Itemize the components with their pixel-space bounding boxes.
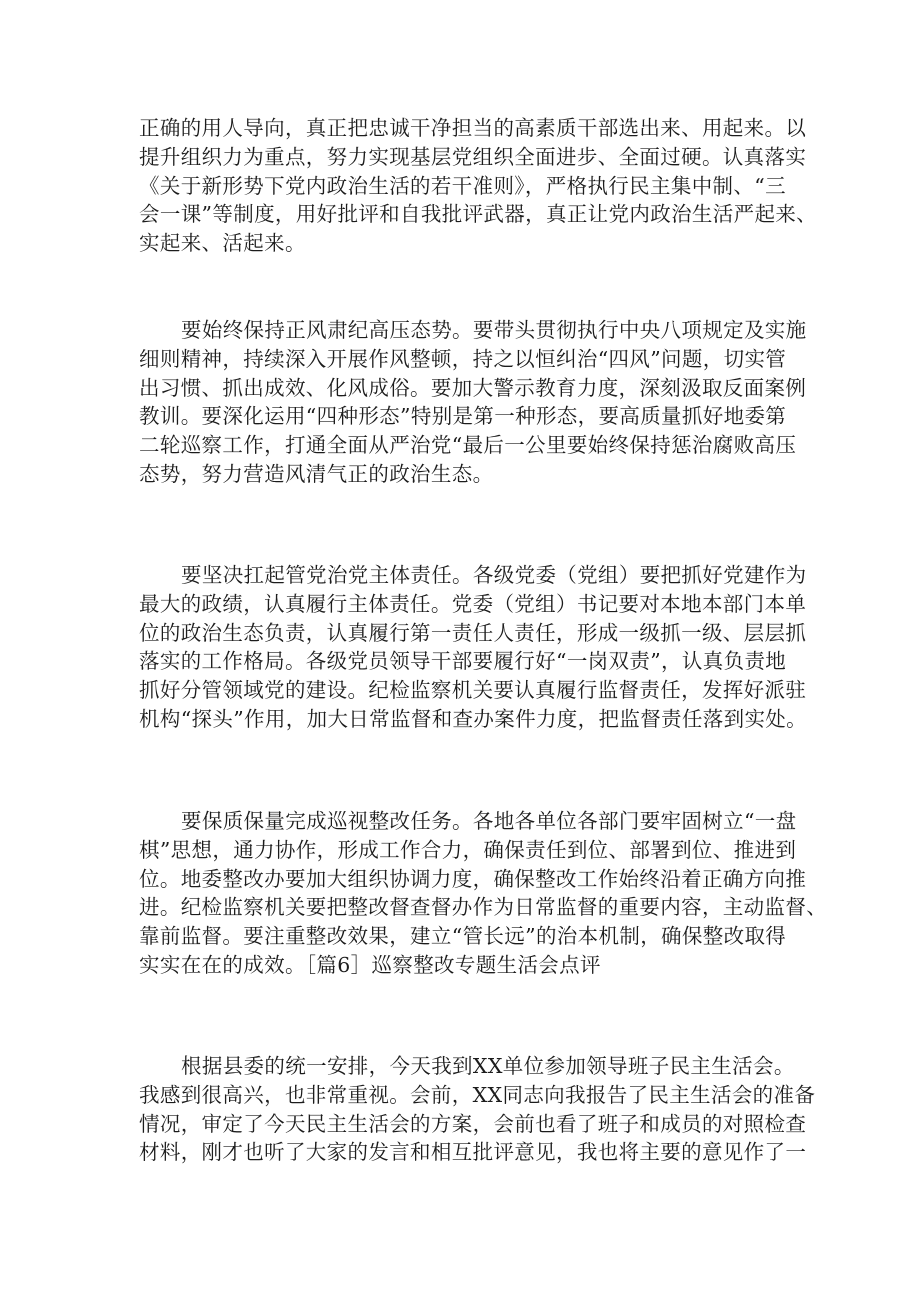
text-line: 材料，刚才也听了大家的发言和相互批评意见，我也将主要的意见作了一: [139, 1140, 807, 1165]
paragraph-1: [139, 114, 818, 258]
text-line: 棋”思想，通力协作，形成工作合力，确保责任到位、部署到位、推进到: [139, 837, 797, 862]
text-line: 抓好分管领域党的建设。纪检监察机关要认真履行监督责任，发挥好派驻: [139, 678, 807, 702]
text-line: 态势，努力营造风清气正的政治生态。: [139, 461, 494, 486]
text-line: 进。纪检监察机关要把整改督查督办作为日常监督的重要内容，主动监督、: [139, 895, 828, 920]
text-line: 提升组织力为重点，努力实现基层党组织全面进步、全面过硬。认真落实: [139, 144, 807, 169]
text-line: 落实的工作格局。各级党员领导干部要履行好“一岗双责”，认真负责地: [139, 649, 787, 674]
text-line: 实起来、活起来。: [139, 231, 306, 255]
text-line: 机构“探头”作用，加大日常监督和查办案件力度，把监督责任落到实处。: [139, 706, 808, 731]
text-line: 要始终保持正风肃纪高压态势。要带头贯彻执行中央八项规定及实施: [181, 318, 807, 342]
text-line: 要坚决扛起管党治党主体责任。各级党委（党组）要把抓好党建作为: [181, 563, 807, 587]
text-line: 细则精神，持续深入开展作风整顿，持之以恒纠治“四风”问题，切实管: [139, 346, 787, 371]
paragraph-2: [139, 316, 807, 489]
text-line: 根据县委的统一安排，今天我到XX单位参加领导班子民主生活会。: [181, 1054, 795, 1078]
paragraph-5: [139, 1052, 816, 1167]
text-line: 教训。要深化运用“四种形态”特别是第一种形态，要高质量抓好地委第: [139, 404, 787, 429]
paragraph-4: [139, 807, 828, 980]
text-line: 情况，审定了今天民主生活会的方案，会前也看了班子和成员的对照检查: [139, 1111, 807, 1136]
text-line: 出习惯、抓出成效、化风成俗。要加大警示教育力度，深刻汲取反面案例: [139, 375, 807, 400]
text-line: 位的政治生态负责，认真履行第一责任人责任，形成一级抓一级、层层抓: [139, 620, 807, 645]
text-line: 靠前监督。要注重整改效果，建立“管长远”的治本机制，确保整改取得: [139, 924, 787, 948]
text-line: 最大的政绩，认真履行主体责任。党委（党组）书记要对本地本部门本单: [139, 591, 807, 616]
text-line: 位。地委整改办要加大组织协调力度，确保整改工作始终沿着正确方向推: [139, 866, 807, 891]
text-line: 我感到很高兴，也非常重视。会前，XX同志向我报告了民主生活会的准备: [139, 1082, 816, 1107]
text-line: 实实在在的成效。［篇6］巡察整改专题生活会点评: [139, 952, 601, 977]
paragraph-3: [139, 561, 808, 734]
text-line: 要保质保量完成巡视整改任务。各地各单位各部门要牢固树立“一盘: [181, 809, 797, 833]
text-line: 正确的用人导向，真正把忠诚干净担当的高素质干部选出来、用起来。以: [139, 116, 807, 140]
text-line: 二轮巡察工作，打通全面从严治党“最后一公里要始终保持惩治腐败高压: [139, 433, 797, 457]
text-line: 会一课”等制度，用好批评和自我批评武器，真正让党内政治生活严起来、: [139, 202, 818, 227]
text-line: 《关于新形势下党内政治生活的若干准则》，严格执行民主集中制、“三: [139, 173, 786, 198]
